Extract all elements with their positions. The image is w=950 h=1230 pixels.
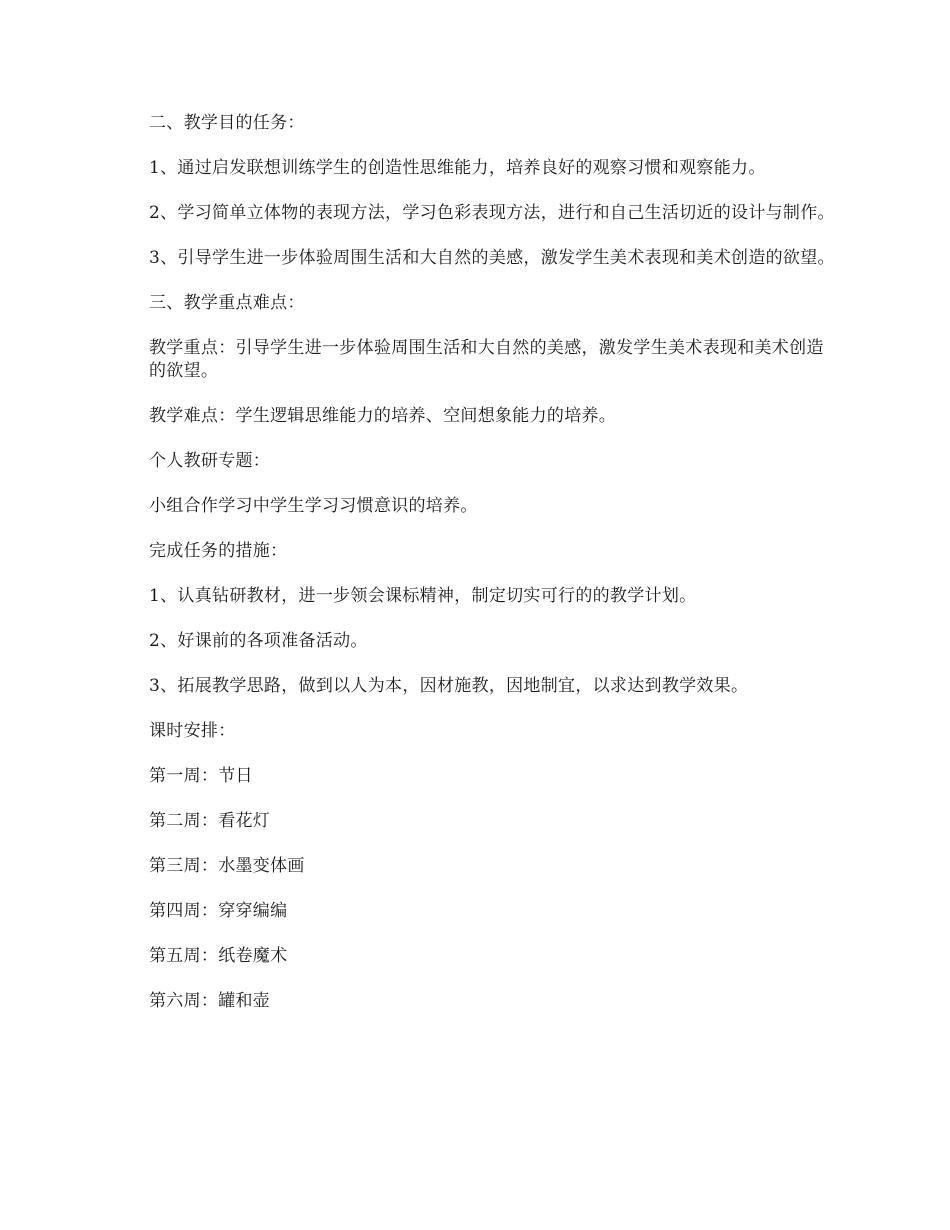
key-point: 教学重点：引导学生进一步体验周围生活和大自然的美感，激发学生美术表现和美术创造的欲望。 <box>149 338 824 381</box>
goal-item-2-wrapper <box>98 202 839 225</box>
goal-item-3-wrapper <box>98 247 839 270</box>
measure-item-2: 2、好课前的各项准备活动。 <box>149 631 368 651</box>
schedule-item: 第一周：节日 <box>149 766 253 786</box>
schedule-heading: 课时安排： <box>149 721 236 741</box>
key-point-wrapper <box>98 337 839 383</box>
measures-heading: 完成任务的措施： <box>149 541 288 561</box>
schedule-item: 第六周：罐和壶 <box>149 991 271 1011</box>
document-body <box>149 112 839 1035</box>
goal-item-1: 1、通过启发联想训练学生的创造性思维能力，培养良好的观察习惯和观察能力。 <box>149 158 766 178</box>
goal-item-3: 3、引导学生进一步体验周围生活和大自然的美感，激发学生美术表现和美术创造的欲望。 <box>149 248 835 268</box>
measure-item-3: 3、拓展教学思路，做到以人为本，因材施教，因地制宜，以求达到教学效果。 <box>149 676 749 696</box>
schedule-item: 第三周：水墨变体画 <box>149 856 305 876</box>
measure-item-1: 1、认真钻研教材，进一步领会课标精神，制定切实可行的的教学计划。 <box>149 586 697 606</box>
schedule-item: 第四周：穿穿编编 <box>149 901 288 921</box>
section-goals-heading: 二、教学目的任务： <box>149 113 305 133</box>
research-topic: 小组合作学习中学生学习习惯意识的培养。 <box>149 496 478 516</box>
goal-item-2: 2、学习简单立体物的表现方法，学习色彩表现方法，进行和自己生活切近的设计与制作。 <box>149 203 835 223</box>
difficult-point: 教学难点：学生逻辑思维能力的培养、空间想象能力的培养。 <box>149 406 617 426</box>
schedule-item: 第二周：看花灯 <box>149 811 271 831</box>
research-heading: 个人教研专题： <box>149 451 271 471</box>
section-key-heading: 三、教学重点难点： <box>149 293 305 313</box>
schedule-item: 第五周：纸卷魔术 <box>149 946 288 966</box>
